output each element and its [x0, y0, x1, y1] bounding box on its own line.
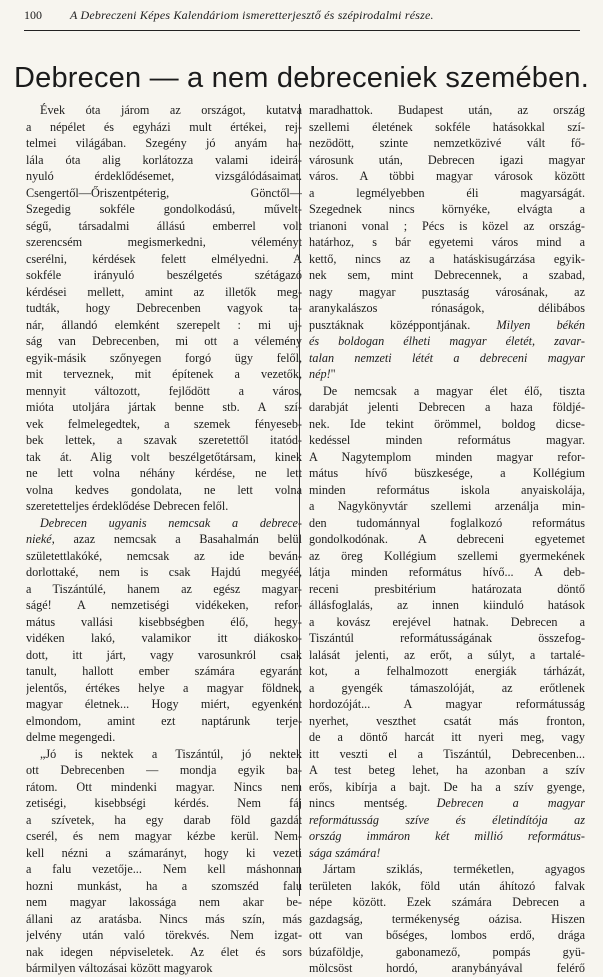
text-line: város. A többi magyar városok között: [309, 169, 585, 183]
text-line: cserél, és nem magyar kézbe kerül. Nem-: [26, 829, 302, 843]
text-line: kettő, nincs az a hatáskisugárzása egyik-: [309, 251, 585, 266]
text-line: a kovász erejével hatnak. Debrecen a: [309, 614, 585, 629]
text-line: jelentős, értékes helye a magyar földnek,: [26, 680, 302, 695]
text-line: Debrecen ugyanis nemcsak a debrece-: [40, 515, 302, 530]
text-line: népe között. Ezek számára Debrecen a: [309, 895, 585, 909]
text-line: nincs mentség. Debrecen a magyar: [309, 796, 585, 810]
text-line: nár, állandó elemként szerepelt : mi uj-: [26, 317, 302, 332]
text-line: hozni munkást, ha a szomszéd falu: [26, 878, 302, 893]
text-line: Szegednek nincs környéke, elvágta a: [309, 202, 585, 216]
text-line: dott, itt járt, vagy varosunkról csak: [26, 647, 302, 662]
text-line: a legmélyebben éli magyarságát.: [309, 185, 585, 200]
left-column: [26, 102, 302, 977]
text-line: lalását jelenti, az erőt, a súlyt, a tartalé-: [309, 647, 585, 662]
text-line: cserélni, kérdések felett elmélyedni. A: [26, 251, 302, 266]
text-line: ne lett volna néhány kérdése, ne lett: [26, 466, 302, 480]
text-line: Szegedig sokféle gondolkodású, művelt-: [26, 202, 302, 216]
text-line: ság van Debrecenben, mi ott a vélemény: [26, 334, 302, 348]
text-line: városunk után, Debrecen igazi magyar: [309, 152, 585, 167]
text-line: határhoz, s bár egyetemi város mind a: [309, 235, 585, 249]
running-head: [24, 8, 580, 28]
text-line: egyik-másik szőnyegen forgó ügy felől,: [26, 350, 302, 365]
text-line: receni presbitérium határozata döntő: [309, 581, 585, 596]
text-line: A test beteg lehet, ha azonban a szív: [309, 763, 585, 777]
text-line: ott Debrecenben — mondja egyik ba-: [26, 763, 302, 777]
page-number: 100: [24, 8, 42, 22]
text-line: vek felmelegedtek, a szemek fényeseb-: [26, 416, 302, 431]
text-line: Évek óta járom az országot, kutatva: [40, 103, 302, 117]
text-line: kedéssel minden református magyar.: [309, 433, 585, 447]
text-line: dorlottaké, nem is csak Hajdú megyéé,: [26, 565, 302, 579]
text-line: mit terveznek, mit építenek a vezetők,: [26, 367, 302, 381]
text-line: minden református iskola anyaiskolája,: [309, 482, 585, 497]
text-line: hordozóját... A magyar reformátusság: [309, 697, 585, 711]
text-line: „Jó is nektek a Tiszántúl, jó nektek: [40, 746, 302, 761]
text-line: nak idegen népviseletek. Az élet és sors: [26, 944, 302, 959]
text-line: születettlakóké, nemcsak az ide beván-: [26, 548, 302, 563]
text-line: nezödött, szinte nemzetközivé vált fő-: [309, 136, 585, 150]
text-line: mióta utoljára jártak benne stb. A szí-: [26, 400, 302, 414]
text-line: trianoni vonal ; Pécs is közel az ország-: [309, 218, 585, 233]
text-line: zetiségi, kisebbségi kérdés. Nem fáj: [26, 796, 302, 810]
text-line: Tiszántúl reformátusságának összefog-: [309, 631, 585, 645]
text-line: De nemcsak a magyar élet élő, tiszta: [323, 383, 585, 398]
text-line: búzaföldje, gabonamező, pompás gyü-: [309, 944, 585, 959]
text-line: nyerhet, veszthet csatát más fronton,: [309, 713, 585, 728]
header-rule: [24, 30, 580, 31]
text-line: mennyit változott, fejlődött a város,: [26, 383, 302, 398]
text-line: a falu vezetője... Nem kell máshonnan: [26, 862, 302, 876]
text-line: tak át. Alig volt beszélgetőtársam, kinek: [26, 449, 302, 464]
text-line: ország immáron két millió református-: [309, 829, 585, 843]
text-line: nek. Ide tekint örömmel, boldog dicse-: [309, 416, 585, 431]
text-line: mátus vallási kisebbségben élő, hegy-: [26, 614, 302, 629]
text-line: mölcsöst hordó, aranybányával felérő: [309, 961, 585, 975]
column-divider: [299, 104, 300, 896]
text-line: szellemi életének sokféle hatásokkal szí-: [309, 119, 585, 134]
text-line: nieké, azaz nemcsak a Basahalmán belül: [26, 532, 302, 546]
text-line: bek lettek, a szavak szeretettől itatód-: [26, 433, 302, 447]
text-line: pusztáknak középpontjának. Milyen békén: [309, 317, 585, 332]
text-line: nyuló érdeklődésemet, vizsgálódásaimat.: [26, 169, 302, 183]
text-line: lála óta alig korlátozza valami ideirá-: [26, 152, 302, 167]
text-line: ott van bőséges, lombos erdő, drága: [309, 928, 585, 942]
text-line: den tudománnyal foglalkozó református: [309, 515, 585, 530]
text-line: területen lakók, föld után áhítozó falvak: [309, 878, 585, 893]
text-line: kérdései mellett, amint az illetők meg-: [26, 284, 302, 299]
text-line: a Nagykönyvtár szellemi arzenálja min-: [309, 499, 585, 513]
text-line: sága számára!: [309, 845, 381, 860]
text-line: de a döntő harcát itt nyeri meg, vagy: [309, 730, 585, 744]
text-line: elmondom, amint ezt naptárunk terje-: [26, 713, 302, 728]
running-title: A Debreczeni Képes Kalendáriom ismeretterjesztő és szépirodalmi része.: [70, 8, 434, 22]
text-line: a gyengék támaszolóját, az erőtlenek: [309, 680, 585, 695]
text-line: jelvény után való törekvés. Nem izgat-: [26, 928, 302, 942]
article-title: Debrecen — a nem debreceniek szemében.: [13, 62, 590, 94]
text-line: erős, kibírja a bajt. De ha a szív gyenge,: [309, 779, 585, 794]
text-line: az öreg Kollégium szellemi gyermekének: [309, 548, 585, 563]
text-line: gondolkodónak. A debreceni egyetemet: [309, 532, 585, 546]
text-line: nek sem, mint Debrecennek, a szabad,: [309, 268, 585, 282]
text-line: talan nemzeti létét a debreceni magyar: [309, 350, 585, 365]
text-line: darabját jelenti Debrecen a haza földjé-: [309, 400, 585, 414]
text-line: ságé! A nemzetiségi vidékeken, refor-: [26, 598, 302, 612]
text-line: nagy magyar pusztaság városának, az: [309, 284, 585, 299]
text-line: szerencsém megismerkedni, véleményt: [26, 235, 302, 249]
text-line: gazdagság, termékenység oázisa. Hiszen: [309, 911, 585, 926]
text-line: kot, a felhalmozott energiák tárházát,: [309, 664, 585, 678]
text-line: magyar életnek... Hogy miért, egyenként: [26, 697, 302, 711]
text-line: volna kedves gondolata, ne lett volna: [26, 482, 302, 497]
text-line: A Nagytemplom minden magyar refor-: [309, 449, 585, 464]
text-line: rátom. Ott mindenki magyar. Nincs nem: [26, 779, 302, 794]
text-line: a népélet és egyházi mult értékei, rej-: [26, 119, 302, 134]
text-line: látja minden református hívő... A deb-: [309, 565, 585, 579]
text-line: ségű, társadalmi állású emberrel volt: [26, 218, 302, 233]
text-line: kell nézni a számarányt, hogy ki vezeti: [26, 845, 302, 860]
text-line: a Tiszántúlé, hanem az egész magyar-: [26, 581, 302, 596]
right-column: [309, 102, 585, 977]
text-line: sokféle irányuló beszélgetés szétágazó: [26, 268, 302, 282]
text-line: és boldogan élheti magyar életét, zavar-: [309, 334, 585, 348]
text-line: telmei világában. Szegény jó anyám ha-: [26, 136, 302, 150]
text-line: tudták, hogy Debrecenben vagyok ta-: [26, 301, 302, 315]
text-line: vidéken lakó, valamikor itt diákosko-: [26, 631, 302, 645]
text-line: nem magyar lakossága nem akar be-: [26, 895, 302, 909]
text-line: mátus hívő büszkesége, a Kollégium: [309, 466, 585, 480]
text-line: bármilyen változásai között magyarok: [26, 961, 213, 975]
text-line: maradhattok. Budapest után, az ország: [309, 103, 585, 117]
text-line: nép!": [309, 367, 336, 381]
text-line: szeretetteljes érdeklődése Debrecen felől.: [26, 499, 229, 513]
text-line: itt veszti el a Tiszántúl, Debrecenben...: [309, 746, 585, 761]
text-line: Csengertől—Őriszentpéterig, Gönctől—: [26, 185, 302, 200]
text-line: állani az aratásba. Nincs más szín, más: [26, 911, 302, 926]
text-line: tanult, hallott ember számára egyaránt: [26, 664, 302, 678]
text-line: reformátusság szíve és életindítója az: [309, 812, 585, 827]
text-line: a szívetek, ha egy darab föld gazdát: [26, 812, 302, 827]
text-line: Jártam sziklás, terméketlen, agyagos: [323, 862, 585, 876]
text-line: állásfoglalás, az innen kiinduló hatások: [309, 598, 585, 612]
text-line: aranykalászos rónaságok, délibábos: [309, 301, 585, 315]
text-line: delme megengedi.: [26, 730, 116, 744]
